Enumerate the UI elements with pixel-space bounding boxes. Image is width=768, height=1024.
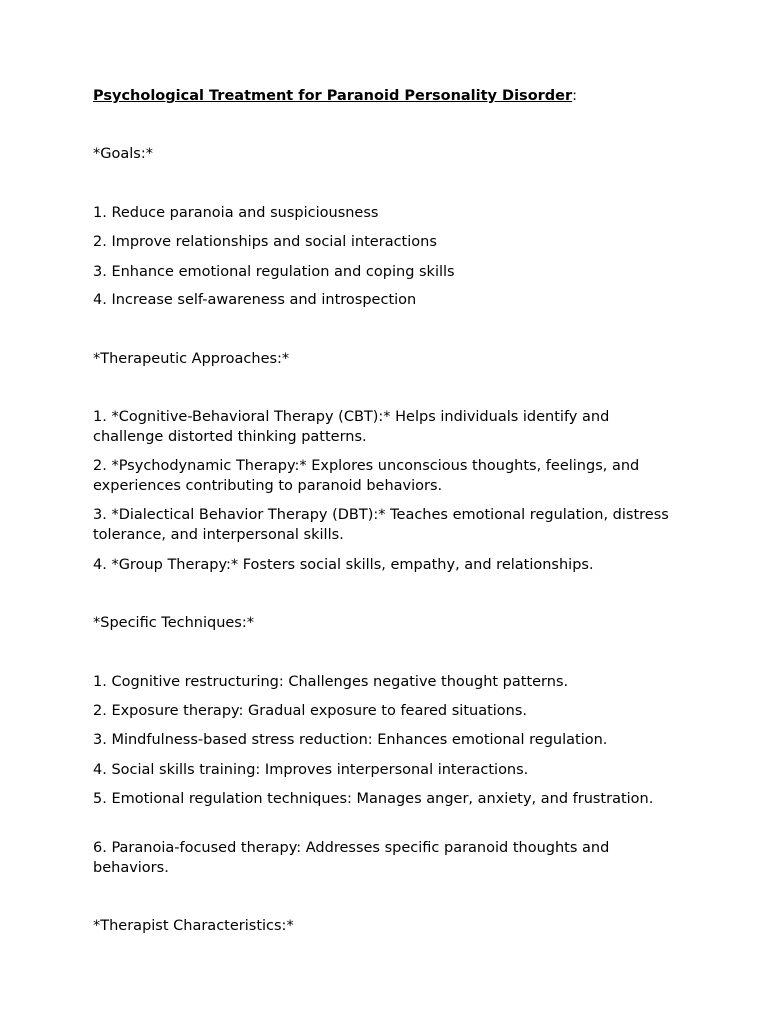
approaches-heading: *Therapeutic Approaches:*	[93, 351, 290, 367]
technique-item-1: 1. Cognitive restructuring: Challenges negative thought patterns.	[93, 674, 569, 690]
approach-item-2: 2. *Psychodynamic Therapy:* Explores unconscious thoughts, feelings, and experiences contributing to paranoid behaviors.	[93, 458, 640, 494]
goals-heading: *Goals:*	[93, 146, 153, 162]
goal-item-1: 1. Reduce paranoia and suspiciousness	[93, 205, 379, 221]
technique-item-5: 5. Emotional regulation techniques: Manages anger, anxiety, and frustration.	[93, 791, 654, 807]
goal-item-4: 4. Increase self-awareness and introspection	[93, 292, 417, 308]
goal-item-2: 2. Improve relationships and social interactions	[93, 234, 437, 250]
approach-item-1: 1. *Cognitive-Behavioral Therapy (CBT):* Helps individuals identify and challenge distorted thinking patterns.	[93, 409, 610, 445]
document-title-line	[93, 86, 577, 106]
document-title: Psychological Treatment for Paranoid Personality Disorder	[93, 88, 573, 104]
technique-item-3: 3. Mindfulness-based stress reduction: Enhances emotional regulation.	[93, 732, 608, 748]
technique-item-2: 2. Exposure therapy: Gradual exposure to feared situations.	[93, 703, 528, 719]
title-colon: :	[572, 88, 578, 104]
approach-item-3: 3. *Dialectical Behavior Therapy (DBT):* Teaches emotional regulation, distress tolerance, and interpersonal skills.	[93, 507, 669, 543]
approach-item-4: 4. *Group Therapy:* Fosters social skills, empathy, and relationships.	[93, 557, 594, 573]
therapist-heading: *Therapist Characteristics:*	[93, 918, 294, 934]
technique-item-6: 6. Paranoia-focused therapy: Addresses specific paranoid thoughts and behaviors.	[93, 840, 610, 876]
techniques-heading: *Specific Techniques:*	[93, 615, 254, 631]
goal-item-3: 3. Enhance emotional regulation and coping skills	[93, 264, 455, 280]
technique-item-4: 4. Social skills training: Improves interpersonal interactions.	[93, 762, 529, 778]
